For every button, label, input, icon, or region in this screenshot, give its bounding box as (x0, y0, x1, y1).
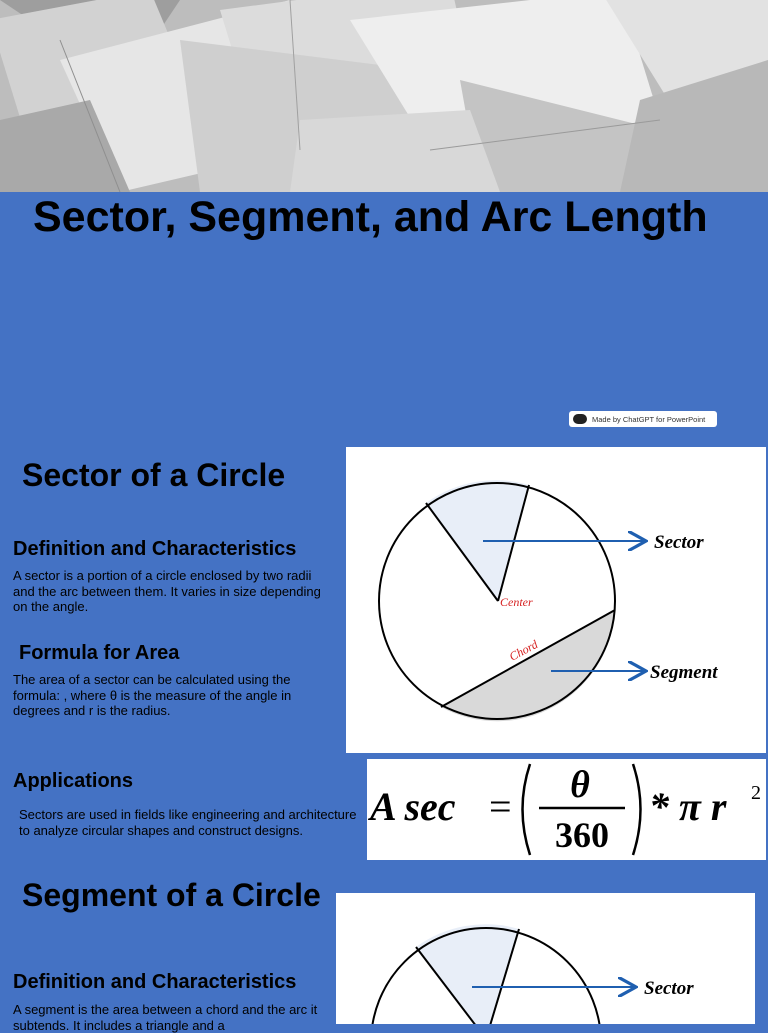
formula-times-pi-r: * π r (649, 784, 727, 829)
segment-region (441, 610, 615, 721)
sector-label: Sector (644, 978, 694, 999)
formula-equals: = (489, 784, 512, 829)
circle-diagram (346, 447, 766, 753)
sector-definition-heading: Definition and Characteristics (13, 538, 297, 560)
applications-heading: Applications (13, 770, 134, 792)
sector-label: Sector (654, 532, 704, 553)
center-label: Center (500, 595, 533, 609)
formula-numerator: θ (570, 764, 590, 806)
chatgpt-logo-icon (573, 414, 587, 424)
circle-diagram-2 (336, 893, 755, 1024)
sector-area-formula (367, 759, 766, 860)
formula-lhs: A sec (370, 784, 456, 829)
sector-heading: Sector of a Circle (22, 457, 286, 493)
right-paren (633, 764, 641, 855)
sector-formula-text: The area of a sector can be calculated using the formula: , where θ is the measure of the angle in degrees and r is the radius. (13, 672, 292, 718)
formula-denominator: 360 (555, 815, 609, 855)
formula-exponent: 2 (751, 782, 761, 804)
sector-definition-text: A sector is a portion of a circle enclosed by two radii and the arc between them. It varies in size depending on the angle. (13, 568, 321, 614)
badge-label: Made by ChatGPT for PowerPoint (592, 414, 706, 424)
left-paren (523, 764, 531, 855)
made-by-badge[interactable] (569, 411, 717, 427)
segment-definition-text: A segment is the area between a chord and the arc it subtends. It includes a triangle and a (13, 1002, 318, 1033)
sector-formula-heading: Formula for Area (19, 642, 180, 664)
hero-image (0, 0, 768, 192)
segment-heading: Segment of a Circle (22, 877, 321, 913)
segment-definition-heading: Definition and Characteristics (13, 971, 297, 993)
chord-label: Chord (506, 637, 541, 664)
applications-text: Sectors are used in fields like engineering and architecture to analyze circular shapes and construct designs. (19, 807, 357, 838)
slide-title: Sector, Segment, and Arc Length (33, 193, 708, 241)
sector-region (416, 924, 519, 1024)
segment-label: Segment (650, 662, 718, 683)
